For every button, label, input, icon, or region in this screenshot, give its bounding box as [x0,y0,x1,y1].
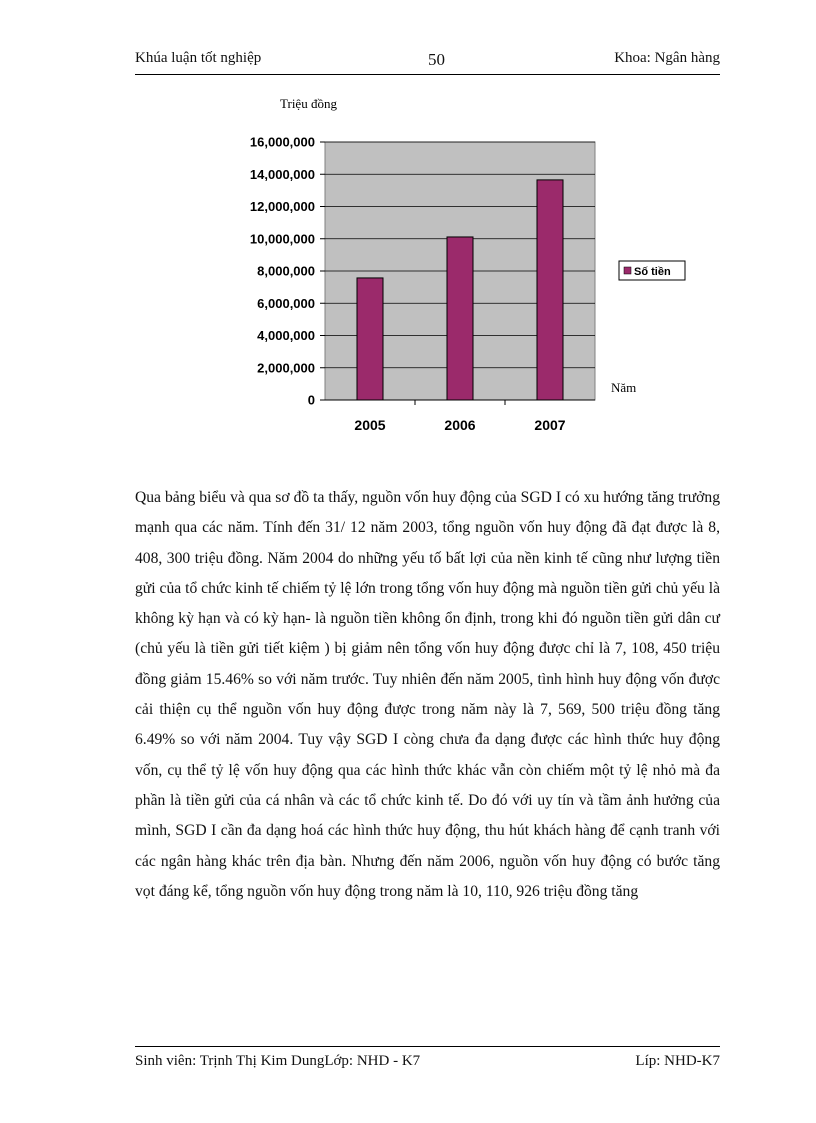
bar-2005 [357,278,383,400]
y-tick-label: 8,000,000 [257,263,315,279]
y-tick-label: 2,000,000 [257,360,315,376]
capital-mobilization-bar-chart [225,88,695,448]
header-faculty: Khoa: Ngân hàng [614,50,720,66]
x-tick-label: 2007 [534,417,566,433]
page-header [135,50,720,75]
footer-student: Sinh viên: Trịnh Thị Kim DungLớp: NHD - K7 [135,1053,421,1069]
y-tick-labels [250,135,325,408]
footer-class: Líp: NHD-K7 [635,1053,720,1069]
header-thesis-title: Khúa luận tốt nghiệp [135,50,262,66]
body-paragraph: Qua bảng biểu và qua sơ đồ ta thấy, nguồn vốn huy động của SGD I có xu hướng tăng trưởng mạnh qua các năm. Tính đến 31/ 12 năm 2003, tổng nguồn vốn huy động đã đạt được là 8, 408, 300 triệu đồng. Năm 2004 do những yếu tố bất lợi của nền kinh tế cũng như lượng tiền gửi của tổ chức kinh tế chiếm tỷ lệ lớn trong tổng vốn huy động mà nguồn tiền gửi chủ yếu là không kỳ hạn và có kỳ hạn- là nguồn tiền không ổn định, trong khi đó nguồn tiền gửi dân cư (chủ yếu là tiền gửi tiết kiệm ) bị giảm nên tổng vốn huy động được chỉ là 7, 108, 450 triệu đồng giảm 15.46% so với năm trước. Tuy nhiên đến năm 2005, tình hình huy động vốn được cải thiện cụ thể nguồn vốn huy động được trong năm này là 7, 569, 500 triệu đồng tăng 6.49% so với năm 2004. Tuy vậy SGD I còng chưa đa dạng được các hình thức huy động vốn, cụ thể tỷ lệ vốn huy động qua các hình thức khác vẫn còn chiếm một tỷ lệ nhỏ mà đa phần là tiền gửi của cá nhân và các tổ chức kinh tế. Do đó với uy tín và tầm ảnh hưởng của mình, SGD I cần đa dạng hoá các hình thức huy động, thu hút khách hàng để cạnh tranh với các ngân hàng khác trên địa bàn. Nhưng đến năm 2006, nguồn vốn huy động có bước tăng vọt đáng kể, tổng nguồn vốn huy động trong năm là 10, 110, 926 triệu đồng tăng [135,489,720,900]
y-tick-label: 0 [307,392,315,408]
legend-label: Số tiền [634,266,671,278]
legend-swatch [624,267,631,274]
y-axis-label: Triệu đồng [280,96,337,111]
page-footer [135,1046,720,1075]
bar-2007 [537,180,563,400]
y-tick-label: 14,000,000 [249,166,315,182]
page-number: 50 [428,50,445,69]
y-tick-label: 4,000,000 [257,328,315,343]
x-axis-label: Năm [611,380,637,395]
y-tick-label: 12,000,000 [249,199,315,214]
legend [619,261,685,280]
bar-2006 [447,237,473,400]
y-tick-label: 6,000,000 [257,295,315,311]
y-tick-label: 16,000,000 [249,134,315,150]
x-tick-labels [354,400,565,433]
y-tick-label: 10,000,000 [249,231,315,247]
x-tick-label: 2005 [354,417,386,433]
x-tick-label: 2006 [444,417,476,433]
